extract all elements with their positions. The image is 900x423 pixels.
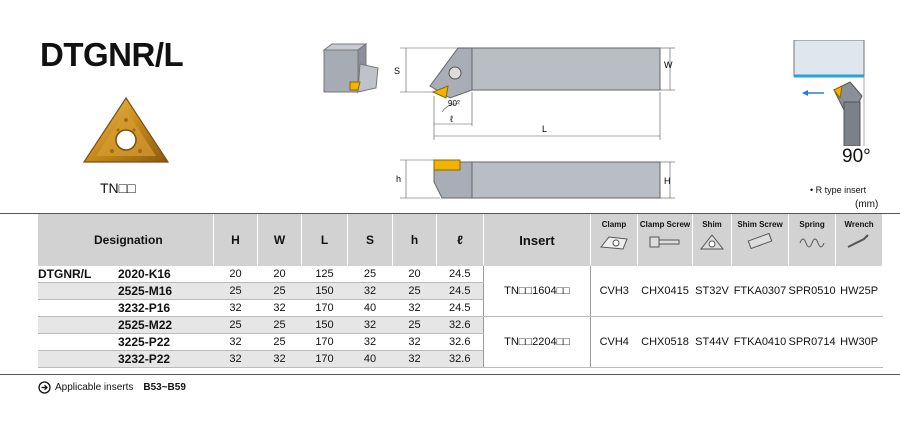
cell-l: 24.5 [437, 300, 484, 317]
rtype-note: • R type insert [810, 185, 867, 195]
cell-S: 40 [348, 351, 393, 368]
col-shim: Shim [693, 214, 732, 266]
dim-S-label: S [394, 66, 401, 76]
clamp-screw-cell: CHX0415 [638, 266, 693, 317]
col-designation: Designation [38, 214, 214, 266]
cell-W: 20 [258, 266, 302, 283]
model-label: 3232-P22 [38, 351, 214, 368]
clamp-screw-icon [648, 233, 682, 251]
col-H: H [214, 214, 258, 266]
col-wrench: Wrench [836, 214, 883, 266]
insert-cell: TN□□2204□□ [484, 317, 591, 368]
cell-l: 32.6 [437, 334, 484, 351]
top-view-drawing [390, 40, 690, 145]
wrench-cell: HW30P [836, 317, 883, 368]
clamp-cell: CVH3 [591, 266, 638, 317]
applicable-inserts-label: Applicable inserts [55, 382, 134, 393]
model-label: 2525-M16 [38, 283, 214, 300]
cell-S: 25 [348, 266, 393, 283]
clamp-icon [599, 233, 629, 251]
applicable-inserts-pages[interactable]: B53~B59 [143, 382, 186, 393]
cell-H: 32 [214, 300, 258, 317]
spring-cell: SPR0510 [789, 266, 836, 317]
cell-L: 125 [302, 266, 348, 283]
cell-h: 32 [393, 300, 437, 317]
cell-H: 20 [214, 266, 258, 283]
clamp-cell: CVH4 [591, 317, 638, 368]
cell-H: 32 [214, 351, 258, 368]
cell-W: 25 [258, 283, 302, 300]
col-insert: Insert [484, 214, 591, 266]
col-clamp: Clamp [591, 214, 638, 266]
series-label: DTGNR/L [38, 267, 92, 281]
cell-W: 25 [258, 317, 302, 334]
cell-S: 32 [348, 334, 393, 351]
designation-cell [38, 266, 214, 283]
spring-icon [797, 233, 827, 251]
side-view-drawing [390, 152, 690, 208]
col-l: ℓ [437, 214, 484, 266]
cell-L: 170 [302, 351, 348, 368]
cell-h: 20 [393, 266, 437, 283]
approach-angle-label: 90° [842, 146, 871, 167]
col-spring: Spring [789, 214, 836, 266]
cell-L: 150 [302, 283, 348, 300]
shim-screw-cell: FTKA0307 [732, 266, 789, 317]
cell-l: 32.6 [437, 351, 484, 368]
table-header-row [38, 214, 883, 266]
dim-L-label: L [542, 124, 548, 134]
cell-W: 32 [258, 300, 302, 317]
cell-h: 25 [393, 283, 437, 300]
model-label: 2020-K16 [118, 267, 171, 281]
cell-S: 40 [348, 300, 393, 317]
dim-h-label: h [396, 174, 402, 184]
cell-H: 25 [214, 283, 258, 300]
arrow-right-icon [38, 381, 51, 394]
cell-h: 32 [393, 334, 437, 351]
shim-screw-cell: FTKA0410 [732, 317, 789, 368]
table-row [38, 317, 883, 334]
insert-cell: TN□□1604□□ [484, 266, 591, 317]
insert-image [82, 96, 170, 170]
cell-W: 32 [258, 351, 302, 368]
wrench-cell: HW25P [836, 266, 883, 317]
spring-cell: SPR0714 [789, 317, 836, 368]
cell-h: 25 [393, 317, 437, 334]
shim-screw-icon [745, 233, 775, 251]
cell-H: 32 [214, 334, 258, 351]
cell-L: 150 [302, 317, 348, 334]
cell-H: 25 [214, 317, 258, 334]
insert-type-label: TN□□ [100, 180, 136, 196]
cell-S: 32 [348, 283, 393, 300]
col-S: S [348, 214, 393, 266]
model-label: 3225-P22 [38, 334, 214, 351]
clamp-screw-cell: CHX0518 [638, 317, 693, 368]
col-h: h [393, 214, 437, 266]
cell-l: 24.5 [437, 283, 484, 300]
cell-W: 25 [258, 334, 302, 351]
dim-H-label: H [664, 176, 671, 186]
unit-note: (mm) [855, 199, 879, 210]
application-view-drawing [784, 40, 880, 146]
holder-3d-icon [320, 42, 384, 102]
table-row [38, 266, 883, 283]
wrench-icon [844, 233, 874, 251]
col-L: L [302, 214, 348, 266]
dim-90-label: 90° [448, 99, 461, 108]
model-label: 2525-M22 [38, 317, 214, 334]
cell-l: 32.6 [437, 317, 484, 334]
dim-l-label: ℓ [450, 114, 453, 124]
dim-W-label: W [664, 60, 673, 70]
cell-L: 170 [302, 334, 348, 351]
col-W: W [258, 214, 302, 266]
shim-cell: ST44V [693, 317, 732, 368]
col-clamp-screw: Clamp Screw [638, 214, 693, 266]
model-label: 3232-P16 [38, 300, 214, 317]
cell-L: 170 [302, 300, 348, 317]
applicable-inserts-note [38, 381, 186, 394]
cell-l: 24.5 [437, 266, 484, 283]
shim-icon [699, 233, 725, 251]
cell-h: 32 [393, 351, 437, 368]
shim-cell: ST32V [693, 266, 732, 317]
table-bottom-rule [0, 374, 900, 375]
spec-table [38, 214, 883, 368]
col-shim-screw: Shim Screw [732, 214, 789, 266]
cell-S: 32 [348, 317, 393, 334]
page-title: DTGNR/L [40, 36, 184, 73]
